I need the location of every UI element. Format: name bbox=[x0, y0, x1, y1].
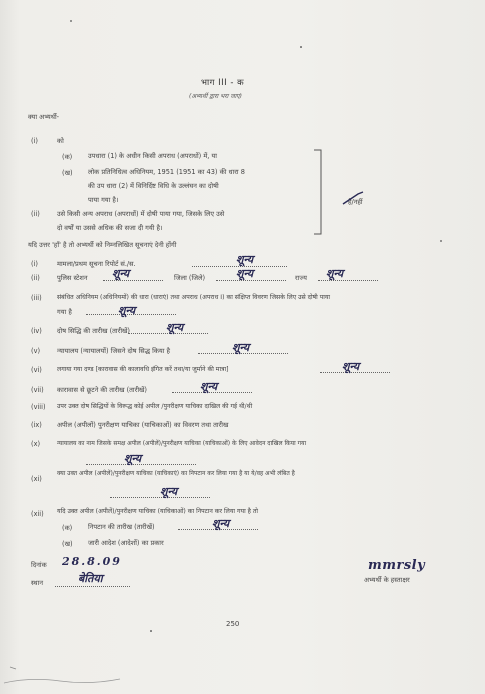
item-12b-number: (ख) bbox=[62, 540, 73, 548]
place-label: स्थान bbox=[31, 579, 44, 587]
item-2-station-answer: शून्य bbox=[112, 267, 130, 280]
date-label: दिनांक bbox=[31, 561, 47, 569]
item-12-text: यदि उक्त अपील (अपीलें)/पुनरीक्षण याचिका (याचिकाओं) का निपटान कर लिया गया है तो bbox=[57, 508, 259, 515]
item-4-answer: शून्य bbox=[166, 321, 184, 334]
item-3-answer: शून्य bbox=[118, 304, 136, 317]
item-2-number: (ii) bbox=[31, 274, 40, 282]
item-11-answer: शून्य bbox=[160, 485, 178, 498]
item-2-state-answer: शून्य bbox=[326, 267, 344, 280]
section-2-text-2: दो वर्षों या उससे अधिक की सजा दी गयी है। bbox=[57, 224, 163, 232]
item-8-number: (viii) bbox=[31, 403, 46, 411]
section-1b-text-1: लोक प्रतिनिधित्व अधिनियम, 1951 (1951 का 43) की धारा 8 bbox=[88, 168, 245, 176]
scan-speck bbox=[70, 20, 72, 22]
item-4-text: दोष सिद्धि की तारीख (तारीखें) bbox=[57, 327, 130, 335]
candidate-signature: mmrsly bbox=[368, 558, 426, 573]
answer-bracket bbox=[312, 148, 324, 236]
item-3-text: संबंधित अधिनियम (अधिनियमों) की धारा (धाराएं) तथा अपराध (अपराध I) का संक्षिप्त विवरण जिसके लिए उसे दोषी पाया bbox=[57, 294, 331, 301]
item-7-text: कारावास से छूटने की तारीख (तारीखें) bbox=[57, 386, 147, 394]
signature-label: अभ्यर्थी के हस्ताक्षर bbox=[364, 576, 410, 584]
section-1a-number: (क) bbox=[62, 153, 73, 161]
answer-options: है/नहीं bbox=[348, 198, 363, 206]
section-2-text-1: उसे किसी अन्य अपराध (अपराधों) में दोषी पाया गया, जिसके लिए उसे bbox=[57, 210, 225, 218]
item-4-number: (iv) bbox=[31, 327, 42, 335]
answer-strike-mark bbox=[340, 190, 366, 208]
item-7-answer: शून्य bbox=[200, 380, 218, 393]
page-number: 250 bbox=[226, 620, 240, 628]
item-11-number: (xi) bbox=[31, 475, 42, 483]
section-2-number: (ii) bbox=[31, 210, 40, 218]
item-6-text: लगाया गया दण्ड [कारावास की कालावधि इंगित करें तथा/या जुर्माने की मात्रा] bbox=[57, 366, 229, 373]
item-12a-answer: शून्य bbox=[212, 517, 230, 530]
item-2-text: पुलिस स्टेशन bbox=[57, 274, 88, 282]
item-9-text: अपील (अपीलों) पुनरीक्षण याचिका (याचिकाओं) का विवरण तथा तारीख bbox=[57, 421, 229, 429]
item-10-answer: शून्य bbox=[124, 452, 142, 465]
item-1-text: मामला/प्रथम सूचना रिपोर्ट सं./स. bbox=[57, 260, 136, 268]
form-title: भाग III - क bbox=[201, 78, 245, 88]
item-11-text: क्या उक्त अपील (अपीलें)/पुनरीक्षण याचिका (याचिकाएं) का निपटान कर लिया गया है या ये/वह अभी लंबित है bbox=[57, 470, 295, 477]
item-7-number: (vii) bbox=[31, 386, 44, 394]
item-3-number: (iii) bbox=[31, 294, 42, 302]
item-6-number: (vi) bbox=[31, 366, 42, 374]
section-1b-text-3: पाया गया है। bbox=[88, 196, 119, 204]
scan-speck bbox=[150, 630, 152, 632]
section-1b-text-2: की उप धारा (2) में विनिर्दिष्ट विधि के उल्लंघन का दोषी bbox=[88, 182, 219, 190]
place-value: बेतिया bbox=[78, 572, 103, 585]
item-3-text-2: गया है bbox=[57, 308, 72, 316]
condition-text: यदि उत्तर 'हाँ' है तो अभ्यर्थी को निम्नलिखित सूचनाएं देनी होंगी bbox=[28, 241, 177, 249]
item-2-district-label: जिला (जिले) bbox=[174, 274, 206, 282]
item-12a-text: निपटान की तारीख (तारीखें) bbox=[88, 523, 155, 531]
date-value: 28.8.09 bbox=[62, 555, 122, 568]
item-5-text: न्यायालय (न्यायालयों) जिसने दोष सिद्ध किया है bbox=[57, 347, 171, 355]
scan-edge-marks bbox=[0, 655, 130, 690]
section-1b-number: (ख) bbox=[62, 169, 73, 177]
item-5-answer: शून्य bbox=[232, 341, 250, 354]
scan-speck bbox=[440, 240, 442, 242]
item-12-number: (xii) bbox=[31, 510, 44, 518]
item-12a-number: (क) bbox=[62, 524, 73, 532]
item-12b-text: जारी आदेश (आदेशों) का प्रकार bbox=[88, 539, 164, 547]
item-2-district-answer: शून्य bbox=[236, 267, 254, 280]
intro-text: क्या अभ्यर्थी- bbox=[28, 113, 60, 121]
section-1a-text: उपधारा (1) के अधीन किसी अपराध (अपराधों) में, या bbox=[88, 152, 218, 160]
form-subtitle: (अभ्यर्थी द्वारा भरा जाए) bbox=[189, 93, 242, 100]
section-1-number: (i) bbox=[31, 137, 38, 145]
item-10-text: न्यायालय का नाम जिसके समक्ष अपील (अपीलें)/पुनरीक्षण याचिका (याचिकाओं) के लिए आवेदन दाखिल किया गया bbox=[57, 440, 306, 447]
item-2-state-label: राज्य bbox=[295, 274, 308, 282]
item-8-text: उपर उक्त दोष सिद्धियों के विरूद्ध कोई अपील /पुनरीक्षण याचिका दाखिल की गई थी/थी bbox=[57, 403, 253, 410]
item-1-number: (i) bbox=[31, 260, 38, 268]
scan-speck bbox=[300, 46, 302, 48]
item-9-number: (ix) bbox=[31, 421, 42, 429]
section-1-label: को bbox=[57, 137, 64, 145]
item-10-number: (x) bbox=[31, 440, 41, 448]
item-1-answer: शून्य bbox=[236, 253, 254, 266]
item-6-answer: शून्य bbox=[342, 360, 360, 373]
item-5-number: (v) bbox=[31, 347, 41, 355]
